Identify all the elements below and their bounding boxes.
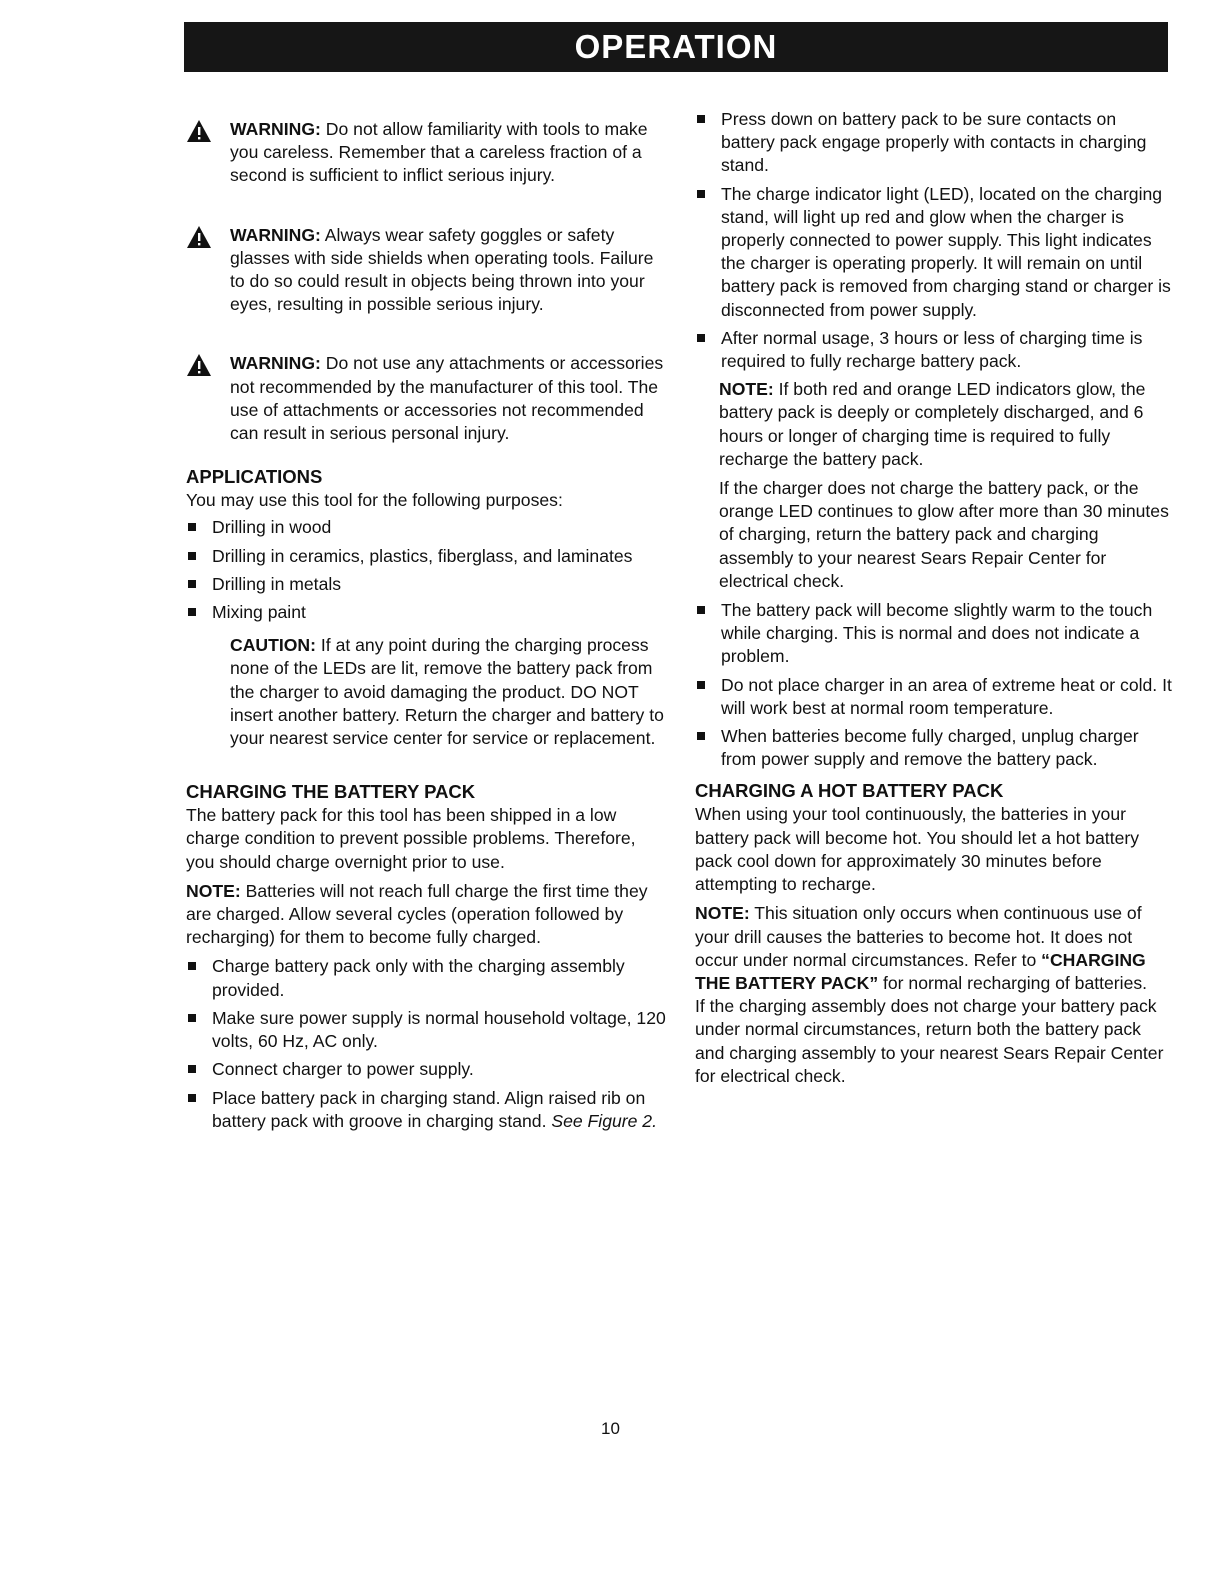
warning-block-1 [186, 118, 666, 188]
led-note-followup: If the charger does not charge the battery pack, or the orange LED continues to glow after more than 30 minutes of charging, return the battery pack and charging assembly to your nearest Sears Repair Center for electrical check. [719, 478, 1169, 591]
warning-block-2 [186, 224, 666, 317]
charging-note [186, 880, 666, 950]
square-bullet-icon [697, 334, 705, 342]
square-bullet-icon [188, 523, 196, 531]
list-item [186, 1007, 666, 1053]
warning-label: WARNING: [230, 119, 321, 139]
hot-pack-note [695, 902, 1173, 995]
note-label: NOTE: [186, 880, 241, 901]
list-item [695, 327, 1173, 373]
warning-body: Do not allow familiarity with tools to make you careless. Remember that a careless fraction of a second is sufficient to inflict serious injury. [230, 119, 648, 186]
list-item-text: Make sure power supply is normal household voltage, 120 volts, 60 Hz, AC only. [212, 1007, 666, 1052]
list-item [186, 1087, 666, 1133]
note-body: If both red and orange LED indicators glow, the battery pack is deeply or completely discharged, and 6 hours or longer of charging time is required to fully recharge the battery pack. [719, 379, 1146, 469]
list-item-text: When batteries become fully charged, unplug charger from power supply and remove the battery pack. [721, 726, 1139, 770]
warning-label: WARNING: [230, 224, 321, 245]
hot-pack-followup: If the charging assembly does not charge your battery pack under normal circumstances, return both the battery pack and charging assembly to your nearest Sears Repair Center for electrical check. [695, 996, 1164, 1086]
list-item [695, 674, 1173, 720]
figure-reference: See Figure 2. [551, 1110, 657, 1131]
list-item [186, 573, 666, 596]
list-item-text: After normal usage, 3 hours or less of charging time is required to fully recharge battery pack. [721, 327, 1143, 372]
charging-heading: CHARGING THE BATTERY PACK [186, 781, 476, 803]
list-item [186, 516, 666, 539]
applications-intro: You may use this tool for the following purposes: [186, 490, 563, 511]
list-item-text: Do not place charger in an area of extreme heat or cold. It will work best at normal room temperature. [721, 674, 1172, 718]
list-item [695, 183, 1173, 322]
charging-steps-list-continued [695, 108, 1173, 373]
left-column [186, 118, 666, 1138]
square-bullet-icon [188, 608, 196, 616]
hot-pack-heading: CHARGING A HOT BATTERY PACK [695, 780, 1004, 802]
square-bullet-icon [188, 1014, 196, 1022]
list-item [186, 601, 666, 624]
charging-tips-list [695, 599, 1173, 771]
right-column [695, 108, 1173, 1088]
list-item [695, 725, 1173, 771]
square-bullet-icon [188, 580, 196, 588]
warning-text [230, 224, 666, 317]
caution-body: If at any point during the charging process none of the LEDs are lit, remove the battery pack from the charger to avoid damaging the product. DO NOT insert another battery. Return the charger and battery to your nearest service center for service or replacement. [230, 635, 664, 749]
warning-body: Do not use any attachments or accessories not recommended by the manufacturer of this tool. The use of attachments or accessories not recommended can result in serious personal injury. [230, 353, 664, 444]
square-bullet-icon [697, 681, 705, 689]
list-item-text: The battery pack will become slightly warm to the touch while charging. This is normal and does not indicate a problem. [721, 600, 1153, 667]
list-item-text: Connect charger to power supply. [212, 1059, 474, 1080]
note-label: NOTE: [719, 379, 774, 400]
note-body: This situation only occurs when continuous use of your drill causes the batteries to become hot. It does not occur under normal circumstances. Refer to [695, 903, 1142, 970]
applications-list [186, 516, 666, 624]
caution-block [186, 634, 666, 750]
list-item-text: Drilling in wood [212, 517, 332, 538]
list-item [186, 1058, 666, 1081]
list-item-text: Press down on battery pack to be sure contacts on battery pack engage properly with contacts in charging stand. [721, 109, 1147, 176]
warning-label: WARNING: [230, 353, 321, 374]
list-item [695, 599, 1173, 669]
page-number: 10 [601, 1419, 620, 1438]
square-bullet-icon [697, 115, 705, 123]
note-body: Batteries will not reach full charge the first time they are charged. Allow several cycles (operation followed by recharging) for them to become fully charged. [186, 880, 648, 948]
list-item-text: The charge indicator light (LED), located on the charging stand, will light up red and glow when the charger is properly connected to power supply. This light indicates the charger is operating properly. It will remain on until battery pack is removed from charging stand or charger is disconnected from power supply. [721, 183, 1171, 320]
hot-pack-intro: When using your tool continuously, the batteries in your battery pack will become hot. You should let a hot battery pack cool down for approximately 30 minutes before attempting to recharge. [695, 804, 1140, 895]
applications-heading: APPLICATIONS [186, 466, 323, 488]
warning-block-3 [186, 352, 666, 445]
warning-triangle-icon [186, 353, 212, 377]
note-tail: for normal recharging of batteries. [878, 972, 1148, 993]
list-item-text: Mixing paint [212, 602, 306, 623]
square-bullet-icon [188, 1065, 196, 1073]
square-bullet-icon [188, 1094, 196, 1102]
caution-label: CAUTION: [230, 635, 317, 656]
section-banner: OPERATION [184, 22, 1168, 72]
list-item-text: Place battery pack in charging stand. Align raised rib on battery pack with groove in charging stand. [212, 1087, 646, 1131]
section-reference: “CHARGING THE BATTERY PACK” [695, 949, 1146, 993]
square-bullet-icon [697, 190, 705, 198]
warning-triangle-icon [186, 119, 212, 143]
led-note [695, 378, 1173, 471]
square-bullet-icon [188, 962, 196, 970]
list-item [186, 545, 666, 568]
warning-text [230, 352, 666, 445]
list-item-text: Charge battery pack only with the charging assembly provided. [212, 956, 625, 1000]
list-item-text: Drilling in ceramics, plastics, fiberglass, and laminates [212, 545, 633, 566]
list-item [186, 955, 666, 1001]
charging-steps-list [186, 955, 666, 1132]
charging-intro: The battery pack for this tool has been shipped in a low charge condition to prevent possible problems. Therefore, you should charge overnight prior to use. [186, 805, 636, 872]
square-bullet-icon [697, 732, 705, 740]
list-item [695, 108, 1173, 178]
list-item-text: Drilling in metals [212, 573, 342, 594]
square-bullet-icon [697, 606, 705, 614]
square-bullet-icon [188, 552, 196, 560]
warning-text [230, 118, 666, 188]
note-label: NOTE: [695, 903, 750, 924]
warning-triangle-icon [186, 225, 212, 249]
warning-body: Always wear safety goggles or safety glasses with side shields when operating tools. Failure to do so could result in objects being thrown into your eyes, resulting in possible serious injury. [230, 224, 654, 315]
